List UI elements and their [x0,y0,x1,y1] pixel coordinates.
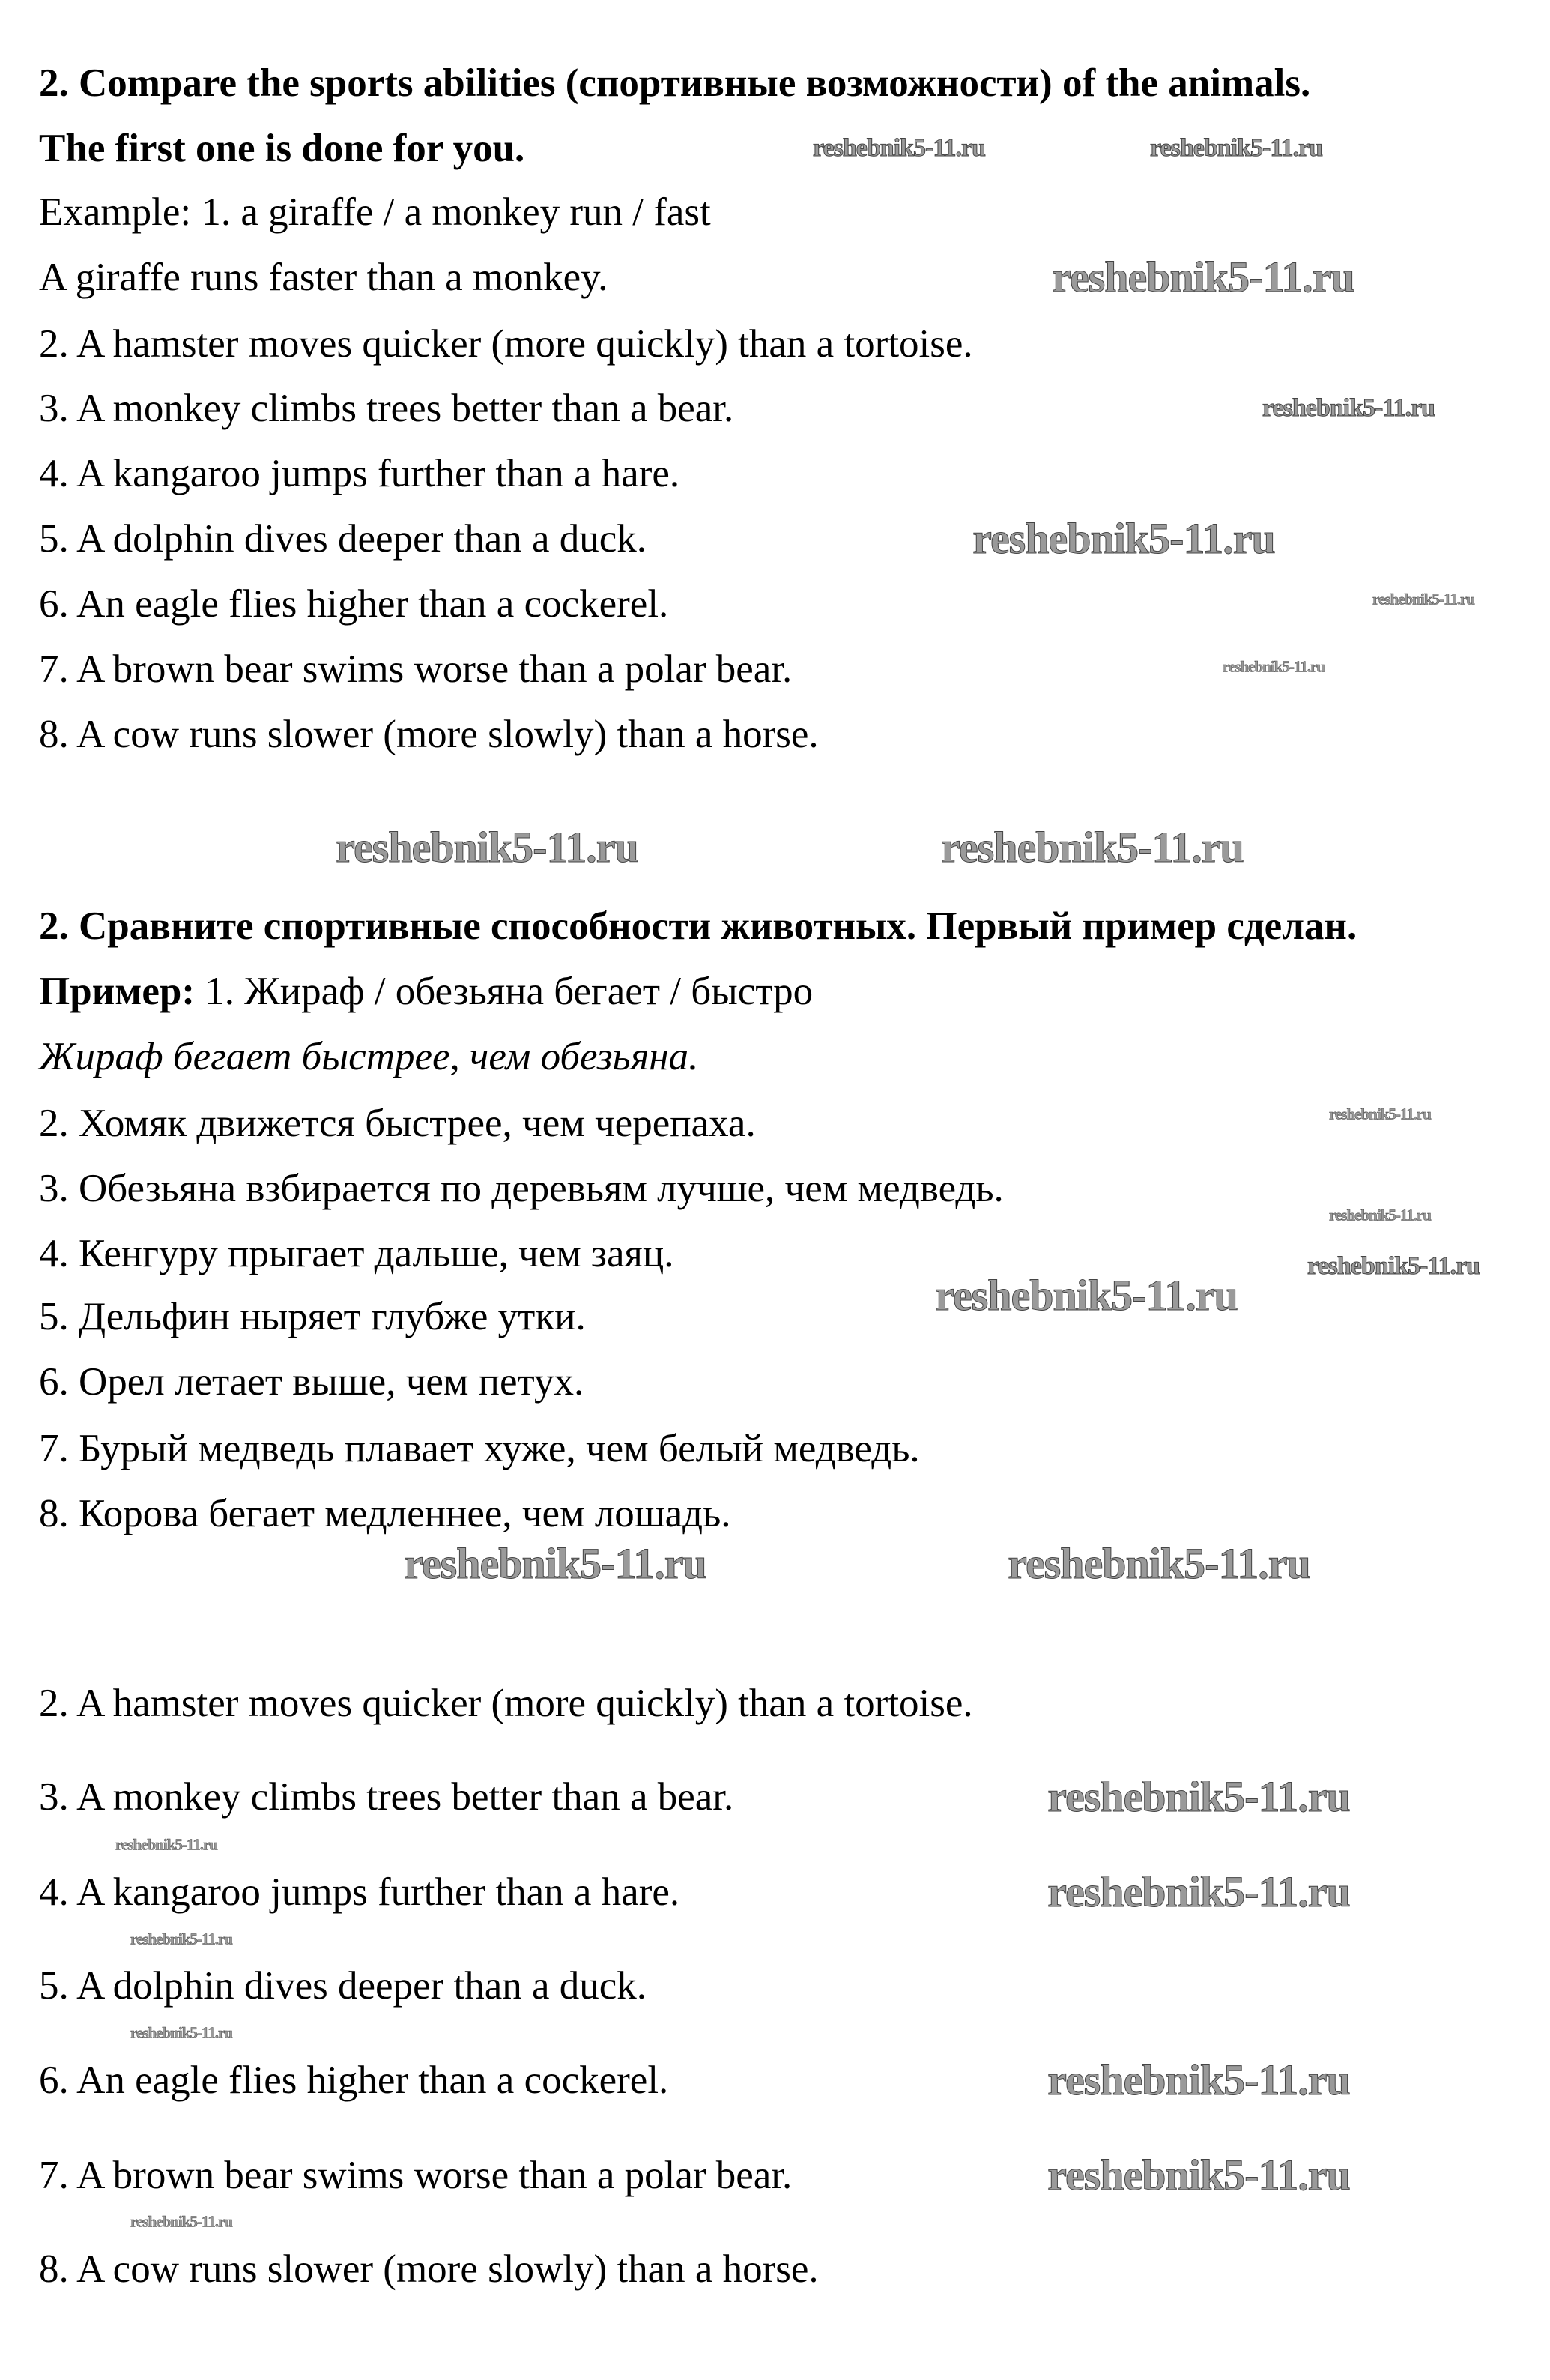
answer-item: 5. A dolphin dives deeper than a duck. [39,1964,647,2008]
watermark: reshebnik5-11.ru [1047,1772,1350,1821]
answer-item: 7. A brown bear swims worse than a polar bear. [39,2154,793,2197]
list-item: 8. Корова бегает медленнее, чем лошадь. [39,1492,731,1535]
watermark: reshebnik5-11.ru [813,134,985,162]
watermark: reshebnik5-11.ru [115,1835,217,1854]
watermark: reshebnik5-11.ru [1329,1206,1431,1224]
watermark: reshebnik5-11.ru [130,1930,232,1948]
list-item: 5. A dolphin dives deeper than a duck. [39,517,647,561]
exercise-subtitle-en: The first one is done for you. [39,127,525,170]
exercise-title-en: 2. Compare the sports abilities (спортивные возможности) of the animals. [39,61,1311,105]
list-item: 3. Обезьяна взбирается по деревьям лучше, чем медведь. [39,1167,1004,1210]
watermark: reshebnik5-11.ru [941,823,1244,872]
example-answer-ru: Жираф бегает быстрее, чем обезьяна. [39,1035,699,1078]
list-item: 7. Бурый медведь плавает хуже, чем белый медведь. [39,1427,920,1470]
example-ru [39,969,813,1014]
answer-item: 2. A hamster moves quicker (more quickly) than a tortoise. [39,1682,973,1725]
watermark: reshebnik5-11.ru [1008,1539,1310,1588]
answer-item: 3. A monkey climbs trees better than a bear. [39,1775,734,1819]
watermark: reshebnik5-11.ru [1223,657,1325,676]
list-item: 8. A cow runs slower (more slowly) than a horse. [39,713,819,756]
watermark: reshebnik5-11.ru [1372,590,1474,608]
list-item: 4. A kangaroo jumps further than a hare. [39,452,680,495]
answer-item: 4. A kangaroo jumps further than a hare. [39,1870,680,1914]
list-item: 4. Кенгуру прыгает дальше, чем заяц. [39,1232,674,1275]
example-en: Example: 1. a giraffe / a monkey run / fast [39,190,711,234]
watermark: reshebnik5-11.ru [1047,1867,1350,1916]
list-item: 5. Дельфин ныряет глубже утки. [39,1295,586,1338]
watermark: reshebnik5-11.ru [404,1539,706,1588]
watermark: reshebnik5-11.ru [130,2212,232,2231]
watermark: reshebnik5-11.ru [1262,394,1435,422]
example-label: Пример: [39,970,195,1013]
list-item: 6. Орел летает выше, чем петух. [39,1360,584,1404]
list-item: 7. A brown bear swims worse than a polar bear. [39,647,793,691]
answer-item: 8. A cow runs slower (more slowly) than a horse. [39,2247,819,2291]
example-answer-en: A giraffe runs faster than a monkey. [39,256,608,299]
watermark: reshebnik5-11.ru [1052,253,1354,301]
watermark: reshebnik5-11.ru [1047,2056,1350,2104]
list-item: 6. An eagle flies higher than a cockerel. [39,582,669,626]
watermark: reshebnik5-11.ru [1329,1105,1431,1123]
watermark: reshebnik5-11.ru [1307,1252,1480,1280]
answer-item: 6. An eagle flies higher than a cockerel. [39,2059,669,2102]
watermark: reshebnik5-11.ru [336,823,638,872]
list-item: 3. A monkey climbs trees better than a bear. [39,387,734,430]
watermark: reshebnik5-11.ru [130,2023,232,2042]
exercise-title-ru: 2. Сравните спортивные способности животных. Первый пример сделан. [39,904,1357,948]
watermark: reshebnik5-11.ru [935,1271,1238,1320]
watermark: reshebnik5-11.ru [972,514,1275,563]
list-item: 2. A hamster moves quicker (more quickly) than a tortoise. [39,322,973,366]
example-text: 1. Жираф / обезьяна бегает / быстро [195,970,814,1013]
watermark: reshebnik5-11.ru [1150,134,1322,162]
list-item: 2. Хомяк движется быстрее, чем черепаха. [39,1102,756,1145]
watermark: reshebnik5-11.ru [1047,2151,1350,2199]
